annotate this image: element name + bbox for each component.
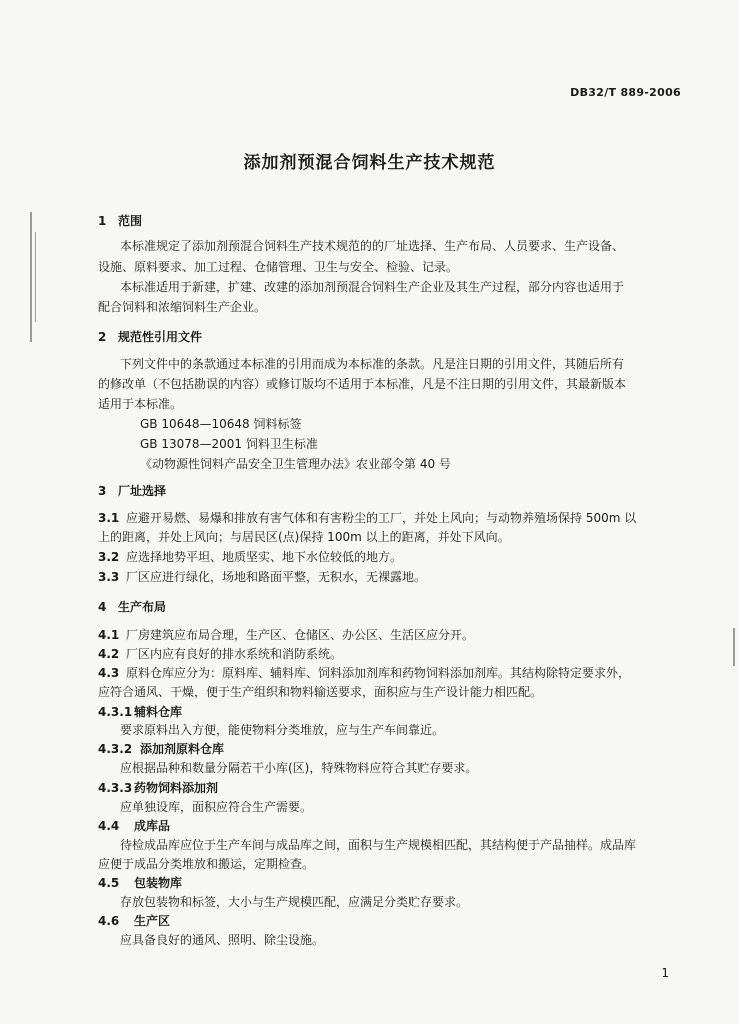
paragraph-line: 上的距离，并处上风向；与居民区(点)保持 100m 以上的距离，并处下风向。	[98, 530, 510, 544]
paragraph-line: 配合饲料和浓缩饲料生产企业。	[98, 300, 267, 314]
section-number: 1	[98, 214, 107, 228]
clause-text: 厂区应进行绿化，场地和路面平整，无积水，无裸露地。	[126, 570, 427, 584]
section-1-heading	[98, 212, 142, 229]
clause-4-1	[98, 626, 474, 643]
section-number: 2	[98, 330, 107, 344]
clause-number: 3.3	[98, 570, 120, 584]
paragraph-line: 设施、原料要求、加工过程、仓储管理、卫生与安全、检验、记录。	[98, 260, 459, 274]
reference-item: GB 13078—2001 饲料卫生标准	[140, 437, 318, 451]
paragraph-line: 应根据品种和数量分隔若干小库(区)，特殊物料应符合其贮存要求。	[120, 761, 478, 775]
clause-number: 4.5	[98, 876, 120, 890]
clause-4-3-1	[98, 703, 182, 720]
clause-4-3-3	[98, 779, 218, 796]
clause-text: 厂房建筑应布局合理，生产区、仓储区、办公区、生活区应分开。	[126, 628, 475, 642]
reference-item: GB 10648—10648 饲料标签	[140, 417, 302, 431]
reference-item: 《动物源性饲料产品安全卫生管理办法》农业部令第 40 号	[140, 457, 451, 471]
section-3-heading	[98, 482, 166, 499]
paragraph-line: 本标准规定了添加剂预混合饲料生产技术规范的的厂址选择、生产布局、人员要求、生产设备、	[120, 239, 625, 253]
clause-3-3	[98, 568, 426, 585]
clause-4-2	[98, 645, 342, 662]
section-2-heading	[98, 328, 202, 345]
clause-title: 辅料仓库	[134, 705, 183, 719]
clause-4-3	[98, 664, 630, 681]
clause-text: 厂区内应有良好的排水系统和消防系统。	[126, 647, 343, 661]
clause-number: 3.2	[98, 550, 120, 564]
clause-4-6	[98, 912, 170, 929]
document-title: 添加剂预混合饲料生产技术规范	[243, 153, 496, 173]
clause-title: 药物饲料添加剂	[134, 781, 219, 795]
clause-title: 添加剂原料仓库	[140, 742, 225, 756]
clause-number: 4.1	[98, 628, 120, 642]
paragraph-line: 要求原料出入方便，能使物料分类堆放，应与生产车间靠近。	[120, 723, 445, 737]
clause-number: 4.3.2	[98, 742, 133, 756]
clause-number: 4.6	[98, 914, 120, 928]
section-title: 生产布局	[118, 600, 167, 614]
clause-3-1	[98, 509, 636, 526]
section-title: 厂址选择	[118, 484, 167, 498]
clause-number: 3.1	[98, 511, 120, 525]
clause-number: 4.3	[98, 666, 120, 680]
clause-4-4	[98, 817, 170, 834]
clause-3-2	[98, 548, 402, 565]
scan-edge-mark	[733, 628, 735, 666]
clause-title: 生产区	[134, 914, 171, 928]
paragraph-line: 本标准适用于新建，扩建、改建的添加剂预混合饲料生产企业及其生产过程，部分内容也适用于	[120, 280, 625, 294]
section-number: 3	[98, 484, 107, 498]
paragraph-line: 待检成品库应位于生产车间与成品库之间，面积与生产规模相匹配，其结构便于产品抽样。成品库	[120, 838, 637, 852]
section-title: 规范性引用文件	[118, 330, 203, 344]
standard-code: DB32/T 889-2006	[570, 86, 681, 99]
scan-edge-mark	[35, 232, 36, 322]
clause-number: 4.3.1	[98, 705, 133, 719]
section-4-heading	[98, 598, 166, 615]
paragraph-line: 应具备良好的通风、照明、除尘设施。	[120, 933, 325, 947]
paragraph-line: 应符合通风、干燥，便于生产组织和物料输送要求，面积应与生产设计能力相匹配。	[98, 685, 543, 699]
paragraph-line: 存放包装物和标签，大小与生产规模匹配，应满足分类贮存要求。	[120, 895, 469, 909]
clause-number: 4.3.3	[98, 781, 133, 795]
clause-title: 包装物库	[134, 876, 183, 890]
paragraph-line: 的修改单（不包括勘误的内容）或修订版均不适用于本标准，凡是不注日期的引用文件，其最新版本	[98, 377, 627, 391]
section-title: 范围	[118, 214, 143, 228]
clause-text: 应选择地势平坦、地质坚实、地下水位较低的地方。	[126, 550, 403, 564]
clause-text: 应避开易燃、易爆和排放有害气体和有害粉尘的工厂，并处上风向；与动物养殖场保持 500m 以	[126, 511, 637, 525]
clause-title: 成库品	[134, 819, 171, 833]
paragraph-line: 应单独设库，面积应符合生产需要。	[120, 800, 313, 814]
scan-edge-mark	[30, 212, 32, 342]
paragraph-line: 适用于本标准。	[98, 397, 183, 411]
clause-text: 原料仓库应分为：原料库、辅料库、饲料添加剂库和药物饲料添加剂库。其结构除特定要求外，	[126, 666, 631, 680]
clause-number: 4.2	[98, 647, 120, 661]
section-number: 4	[98, 600, 107, 614]
clause-4-3-2	[98, 740, 224, 757]
clause-number: 4.4	[98, 819, 120, 833]
clause-4-5	[98, 874, 182, 891]
page-number: 1	[661, 966, 669, 980]
paragraph-line: 下列文件中的条款通过本标准的引用而成为本标准的条款。凡是注日期的引用文件，其随后所有	[120, 357, 625, 371]
paragraph-line: 应便于成品分类堆放和搬运，定期检查。	[98, 857, 315, 871]
